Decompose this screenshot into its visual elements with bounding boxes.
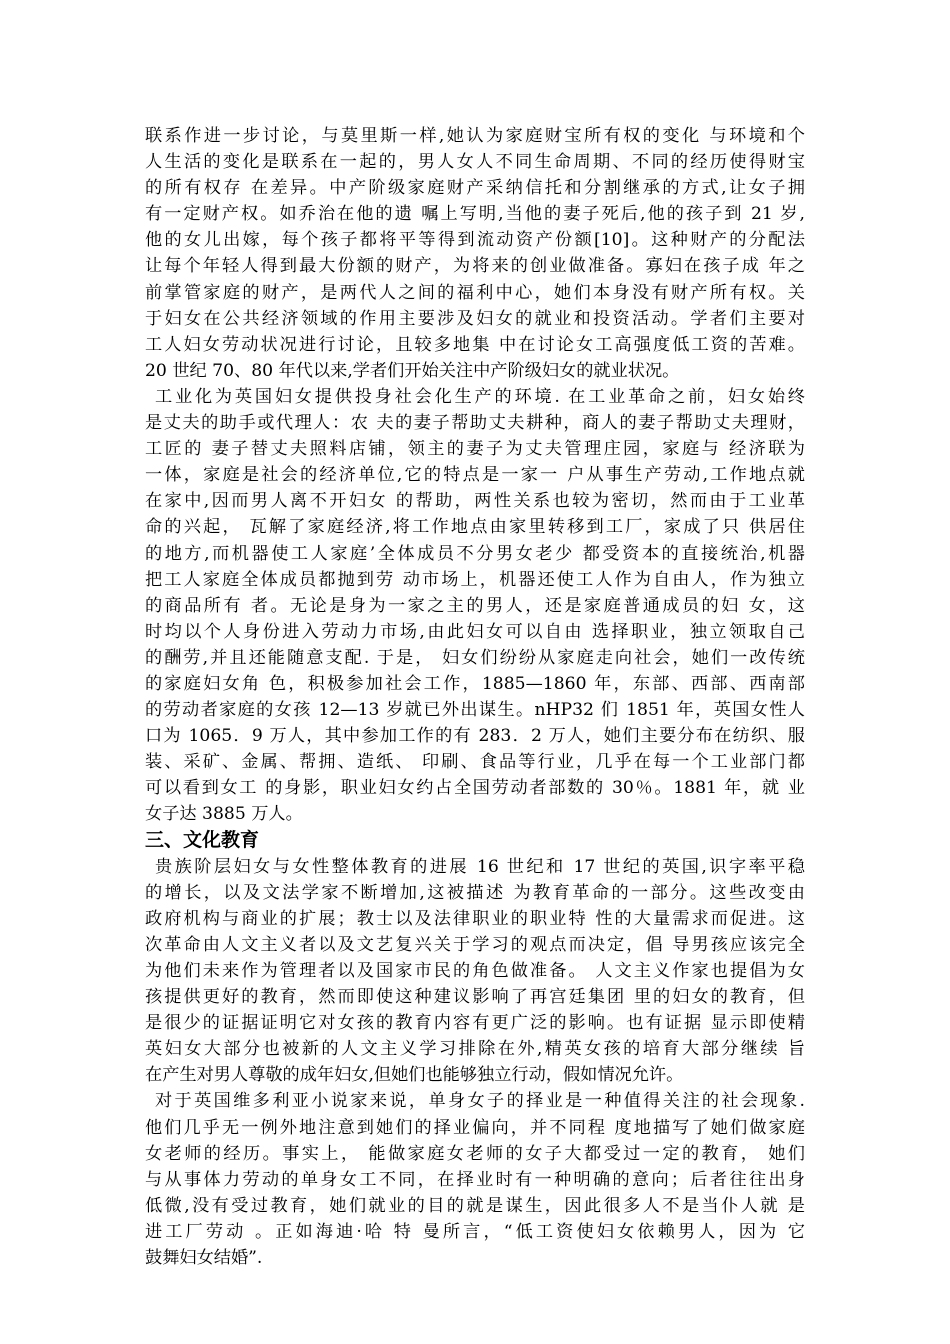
text-line: 他的女儿出嫁，每个孩子都将平等得到流动资产份额[10]。这种财产的分配法	[145, 230, 805, 251]
text-line: 的家庭妇女角 色，积极参加社会工作，1885—1860 年，东部、西部、西南部	[145, 673, 805, 694]
text-line: 鼓舞妇女结婚”.	[145, 1248, 263, 1269]
text-line: 为他们未来作为管理者以及国家市民的角色做准备。 人文主义作家也提倡为女	[145, 961, 805, 981]
text-line: 工人妇女劳动状况进行讨论，且较多地集 中在讨论女工高强度低工资的苦难。	[145, 334, 805, 355]
text-line: 人生活的变化是联系在一起的，男人女人不同生命周期、不同的经历使得财宝	[145, 152, 805, 173]
text-line: 时均以个人身份进入劳动力市场,由此妇女可以自由 选择职业，独立领取自己	[145, 621, 805, 642]
text-line: 的商品所有 者。无论是身为一家之主的男人，还是家庭普通成员的妇 女，这	[145, 595, 805, 616]
text-line: 一体，家庭是社会的经济单位,它的特点是一家一 户从事生产劳动,工作地点就	[145, 465, 805, 486]
text-line: 低微,没有受过教育，她们就业的目的就是谋生，因此很多人不是当仆人就 是	[145, 1195, 805, 1216]
document-body	[145, 123, 805, 1271]
text-line: 他们几乎无一例外地注意到她们的择业偏向，并不同程 度地描写了她们做家庭	[145, 1117, 805, 1138]
text-line: 在产生对男人尊敬的成年妇女,但她们也能够独立行动，假如情况允许。	[145, 1065, 684, 1086]
text-line: 于妇女在公共经济领域的作用主要涉及妇女的就业和投资活动。学者们主要对	[145, 308, 805, 329]
paragraph-property-rights	[145, 123, 805, 384]
text-line: 命的兴起， 瓦解了家庭经济,将工作地点由家里转移到工厂，家成了只 供居住	[145, 517, 805, 538]
text-line: 20 世纪 70、80 年代以来,学者们开始关注中产阶级妇女的就业状况。	[145, 360, 680, 381]
text-line: 口为 1065．9 万人，其中参加工作的有 283．2 万人，她们主要分布在纺织、服	[145, 726, 805, 747]
text-line: 在家中,因而男人离不开妇女 的帮助，两性关系也较为密切，然而由于工业革	[145, 491, 805, 512]
text-line: 进工厂劳动 。正如海迪·哈 特 曼所言，“低工资使妇女依赖男人，因为 它	[145, 1221, 805, 1242]
text-line: 装、采矿、金属、帮拥、造纸、 印刷、食品等行业，几乎在每一个工业部门都	[145, 752, 805, 773]
text-line: 与从事体力劳动的单身女工不同，在择业时有一种明确的意向；后者往往出身	[145, 1169, 805, 1190]
text-line: 前掌管家庭的财产，是两代人之间的福利中心，她们本身没有财产所有权。关	[145, 282, 805, 303]
text-line: 有一定财产权。如乔治在他的遗 嘱上写明,当他的妻子死后,他的孩子到 21 岁,	[145, 204, 805, 225]
text-line: 是很少的证据证明它对女孩的教育内容有更广泛的影响。也有证据 显示即使精	[145, 1013, 805, 1034]
text-line: 的酬劳,并且还能随意支配. 于是， 妇女们纷纷从家庭走向社会，她们一改传统	[145, 647, 805, 668]
text-line: 贵族阶层妇女与女性整体教育的进展 16 世纪和 17 世纪的英国,识字率平稳	[155, 856, 805, 877]
text-line: 让每个年轻人得到最大份额的财产，为将来的创业做准备。寡妇在孩子成 年之	[145, 256, 805, 277]
text-line: 联系作进一步讨论，与莫里斯一样,她认为家庭财宝所有权的变化 与环境和个	[145, 126, 805, 146]
paragraph-education	[145, 854, 805, 1089]
text-line: 孩提供更好的教育，然而即使这种建议影响了再宫廷集团 里的妇女的教育，但	[145, 987, 805, 1008]
text-line: 政府机构与商业的扩展；教士以及法律职业的职业特 性的大量需求而促进。这	[145, 908, 805, 929]
text-line: 英妇女大部分也被新的人文主义学习排除在外,精英女孩的培育大部分继续 旨	[145, 1039, 805, 1060]
text-line: 的劳动者家庭的女孩 12—13 岁就已外出谋生。nHP32 们 1851 年，英国女性人	[145, 700, 805, 721]
text-line: 可以看到女工 的身影，职业妇女约占全国劳动者部数的 30％。1881 年，就 业	[145, 778, 805, 799]
paragraph-industrialization	[145, 384, 805, 828]
text-line: 把工人家庭全体成员都抛到劳 动市场上，机器还使工人作为自由人，作为独立	[145, 569, 805, 590]
text-line: 工匠的 妻子替丈夫照料店铺，领主的妻子为丈夫管理庄园，家庭与 经济联为	[145, 439, 805, 460]
text-line: 工业化为英国妇女提供投身社会化生产的环境. 在工业革命之前，妇女始终	[155, 386, 805, 407]
section-heading: 三、文化教育	[145, 828, 260, 851]
text-line: 女子达 3885 万人。	[145, 804, 303, 825]
text-line: 对于英国维多利亚小说家来说，单身女子的择业是一种值得关注的社会现象.	[155, 1091, 805, 1112]
text-line: 的增长，以及文法学家不断增加,这被描述 为教育革命的一部分。这些改变由	[145, 882, 805, 903]
text-line: 女老师的经历。事实上， 能做家庭女老师的女子大都受过一定的教育， 她们	[145, 1143, 805, 1164]
paragraph-victorian-novelists	[145, 1088, 805, 1271]
text-line: 是丈夫的助手或代理人：农 夫的妻子帮助丈夫耕种，商人的妻子帮助丈夫理财，	[145, 413, 805, 434]
text-line: 的地方,而机器使工人家庭’全体成员不分男女老少 都受资本的直接统治,机器	[145, 543, 805, 564]
text-line: 的所有权存 在差异。中产阶级家庭财产采纳信托和分割继承的方式,让女子拥	[145, 178, 805, 199]
text-line: 次革命由人文主义者以及文艺复兴关于学习的观点而决定，倡 导男孩应该完全	[145, 934, 805, 955]
